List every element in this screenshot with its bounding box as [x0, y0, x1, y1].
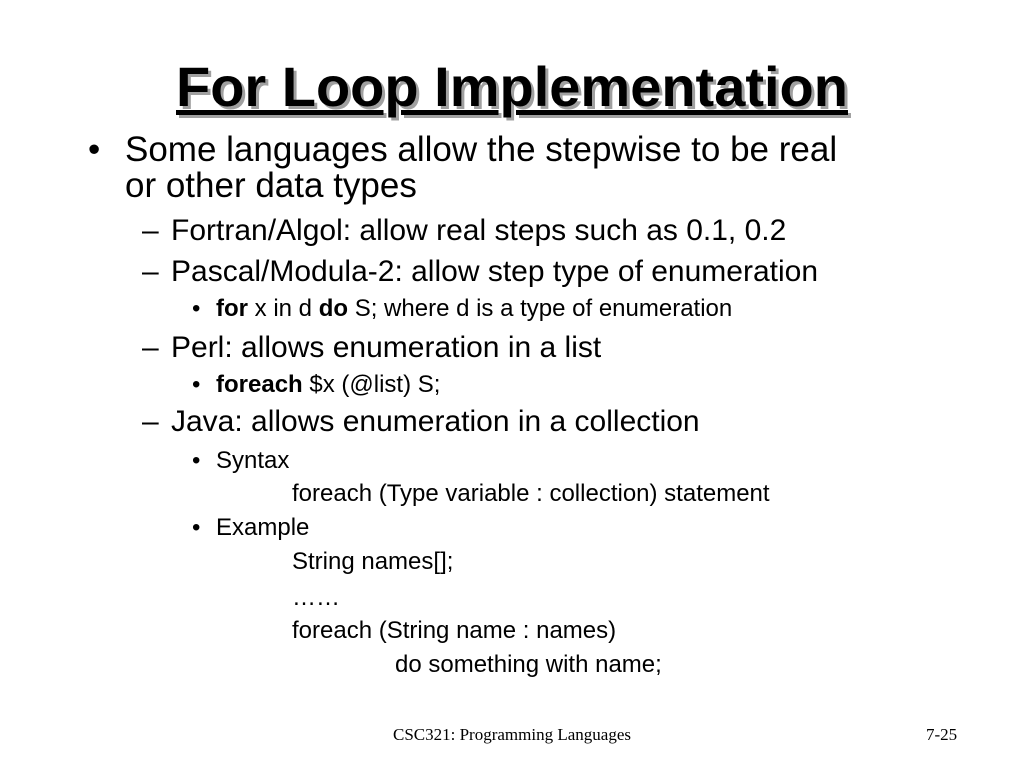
syntax-label: Syntax	[216, 447, 290, 474]
sub-bullet-text: Pascal/Modula-2: allow step type of enumeration	[171, 255, 819, 288]
dash-marker: –	[142, 331, 159, 364]
keyword-do: do	[318, 295, 349, 322]
footer-page-number: 7-25	[926, 725, 958, 744]
dot-marker: •	[192, 295, 201, 322]
code-line	[216, 370, 440, 400]
example-code-line-1: String names[];	[292, 548, 454, 575]
code-fragment: $x (@list) S;	[302, 371, 441, 398]
example-code-line-2: ……	[292, 584, 340, 611]
example-label: Example	[216, 514, 310, 541]
dash-marker: –	[142, 255, 159, 288]
example-code-line-4: do something with name;	[395, 651, 662, 678]
dot-marker: •	[192, 447, 201, 474]
sub-bullet-text: Fortran/Algol: allow real steps such as 0.1, 0.2	[171, 214, 787, 247]
dot-marker: •	[192, 514, 201, 541]
dash-marker: –	[142, 405, 159, 438]
bullet-marker: •	[88, 130, 101, 169]
sub-bullet-text: Perl: allows enumeration in a list	[171, 331, 602, 364]
sub-bullet-text: Java: allows enumeration in a collection	[171, 405, 700, 438]
bullet-text-line1: Some languages allow the stepwise to be real	[125, 130, 838, 169]
slide-title: For Loop Implementation	[176, 55, 848, 118]
code-fragment: x in d	[248, 295, 319, 322]
syntax-code-line: foreach (Type variable : collection) statement	[292, 480, 770, 507]
keyword-for: for	[216, 295, 248, 322]
code-line	[216, 294, 732, 324]
example-code-line-3: foreach (String name : names)	[292, 617, 617, 644]
footer-course-name: CSC321: Programming Languages	[393, 725, 631, 744]
keyword-foreach: foreach	[216, 371, 303, 398]
bullet-text-line2: or other data types	[125, 166, 417, 205]
dot-marker: •	[192, 371, 201, 398]
code-fragment: S; where d is a type of enumeration	[348, 295, 733, 322]
dash-marker: –	[142, 214, 159, 247]
